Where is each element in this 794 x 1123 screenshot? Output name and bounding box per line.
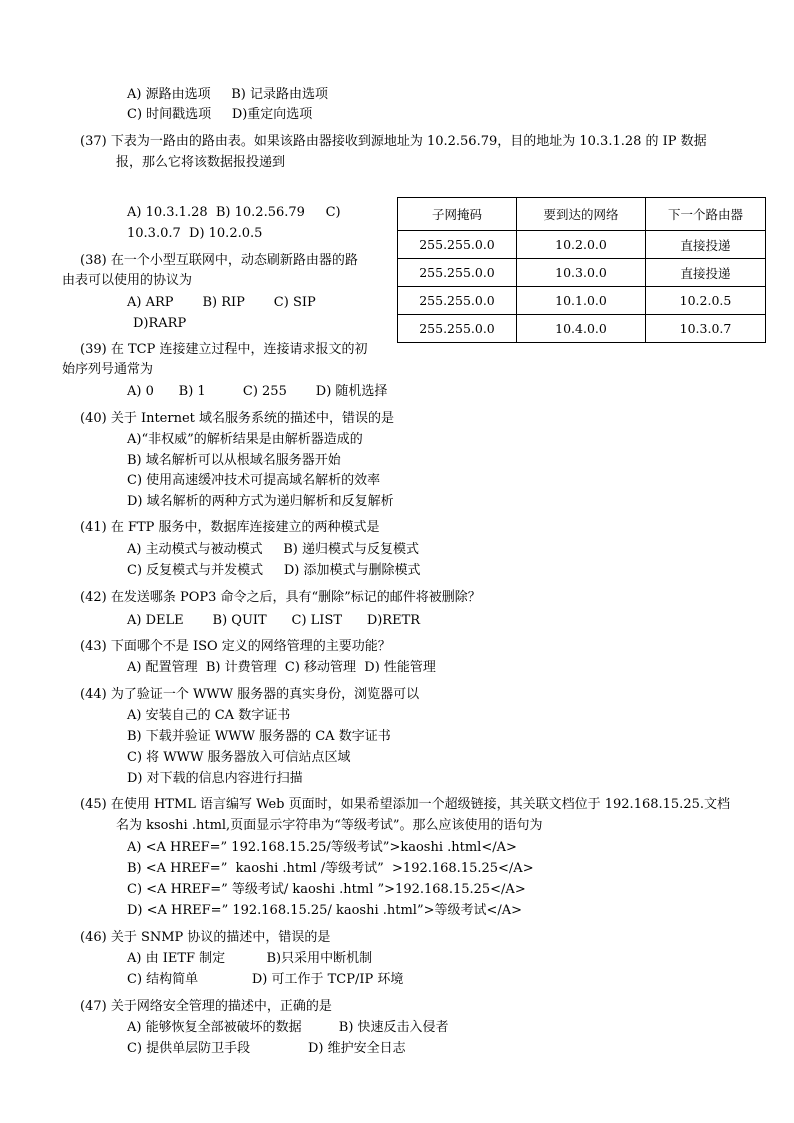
table-cell: 10.2.0.0 — [517, 231, 646, 259]
text-line: A) 源路由选项 B) 记录路由选项 — [127, 87, 329, 102]
header-cell: 子网掩码 — [398, 198, 517, 231]
text-line: (41) 在 FTP 服务中，数据库连接建立的两种模式是 — [80, 520, 380, 535]
text-line: D) 对下载的信息内容进行扫描 — [127, 771, 303, 786]
text-line: C) 时间戳选项 D)重定向选项 — [127, 107, 313, 122]
text-line: 始序列号通常为 — [62, 362, 154, 377]
table-cell: 直接投递 — [646, 231, 766, 259]
text-line: (43) 下面哪个不是 ISO 定义的网络管理的主要功能？ — [80, 639, 391, 654]
text-line: C) 结构简单 D) 可工作于 TCP/IP 环境 — [127, 972, 404, 987]
table-row — [398, 231, 766, 259]
text-line: A) ARP B) RIP C) SIP — [127, 295, 316, 310]
text-line: B) 域名解析可以从根域名服务器开始 — [127, 453, 341, 468]
text-line: (39) 在 TCP 连接建立过程中，连接请求报文的初 — [80, 342, 368, 357]
text-line: (37) 下表为一路由的路由表。如果该路由器接收到源地址为 10.2.56.79，目的地址为 10.3.1.28 的 IP 数据 — [80, 134, 707, 149]
header-cell: 下一个路由器 — [646, 198, 766, 231]
text-line: 由表可以使用的协议为 — [62, 273, 193, 288]
table-cell: 直接投递 — [646, 259, 766, 287]
text-line: A) 主动模式与被动模式 B) 递归模式与反复模式 — [127, 542, 420, 557]
text-line: C) 将 WWW 服务器放入可信站点区域 — [127, 750, 351, 765]
header-cell: 要到达的网络 — [517, 198, 646, 231]
routing-table-header — [398, 198, 766, 231]
table-cell: 10.2.0.5 — [646, 287, 766, 315]
routing-table — [397, 197, 766, 343]
table-cell: 10.1.0.0 — [517, 287, 646, 315]
table-cell: 255.255.0.0 — [398, 287, 517, 315]
table-row — [398, 287, 766, 315]
text-line: A)“非权威”的解析结果是由解析器造成的 — [127, 432, 363, 447]
text-line: (42) 在发送哪条 POP3 命令之后，具有“删除”标记的邮件将被删除？ — [80, 590, 481, 605]
text-line: (40) 关于 Internet 域名服务系统的描述中，错误的是 — [80, 411, 395, 426]
text-line: B) 下载并验证 WWW 服务器的 CA 数字证书 — [127, 729, 391, 744]
table-cell: 255.255.0.0 — [398, 315, 517, 343]
text-line: (47) 关于网络安全管理的描述中，正确的是 — [80, 999, 332, 1014]
text-line: C) <A HREF=” 等级考试/ kaoshi .html ”>192.168.15.25</A> — [127, 882, 526, 897]
text-line: 报，那么它将该数据报投递到 — [116, 155, 286, 170]
text-line: D) 域名解析的两种方式为递归解析和反复解析 — [127, 494, 394, 509]
text-line: (44) 为了验证一个 WWW 服务器的真实身份，浏览器可以 — [80, 687, 420, 702]
text-line: D) <A HREF=” 192.168.15.25/ kaoshi .html”>等级考试</A> — [127, 903, 523, 918]
table-cell: 255.255.0.0 — [398, 231, 517, 259]
table-cell: 10.4.0.0 — [517, 315, 646, 343]
text-line: A) 由 IETF 制定 B)只采用中断机制 — [127, 951, 373, 966]
text-line: B) <A HREF=” kaoshi .html /等级考试” >192.168.15.25</A> — [127, 861, 534, 876]
text-line: 10.3.0.7 D) 10.2.0.5 — [127, 226, 263, 241]
text-line: A) 安装自己的 CA 数字证书 — [127, 708, 291, 723]
text-line: A) 0 B) 1 C) 255 D) 随机选择 — [127, 384, 388, 399]
text-line: (46) 关于 SNMP 协议的描述中，错误的是 — [80, 930, 331, 945]
text-line: A) DELE B) QUIT C) LIST D)RETR — [127, 613, 421, 628]
text-line: A) 配置管理 B) 计费管理 C) 移动管理 D) 性能管理 — [127, 660, 436, 675]
text-line: A) 能够恢复全部被破坏的数据 B) 快速反击入侵者 — [127, 1020, 449, 1035]
text-line: C) 反复模式与并发模式 D) 添加模式与删除模式 — [127, 563, 421, 578]
table-cell: 255.255.0.0 — [398, 259, 517, 287]
table-row — [398, 259, 766, 287]
text-line: C) 提供单层防卫手段 D) 维护安全日志 — [127, 1041, 406, 1056]
table-cell: 10.3.0.0 — [517, 259, 646, 287]
text-line: (38) 在一个小型互联网中，动态刷新路由器的路 — [80, 253, 358, 268]
text-line: D)RARP — [133, 316, 187, 331]
text-line: (45) 在使用 HTML 语言编写 Web 页面时，如果希望添加一个超级链接，其关联文档位于 192.168.15.25.文档 — [80, 797, 730, 812]
text-line: 名为 ksoshi .html,页面显示字符串为“等级考试”。那么应该使用的语句为 — [116, 818, 543, 833]
text-line: A) <A HREF=” 192.168.15.25/等级考试”>kaoshi .html</A> — [127, 840, 517, 855]
table-cell: 10.3.0.7 — [646, 315, 766, 343]
table-row — [398, 315, 766, 343]
text-line: A) 10.3.1.28 B) 10.2.56.79 C) — [127, 205, 341, 220]
text-line: C) 使用高速缓冲技术可提高域名解析的效率 — [127, 473, 381, 488]
